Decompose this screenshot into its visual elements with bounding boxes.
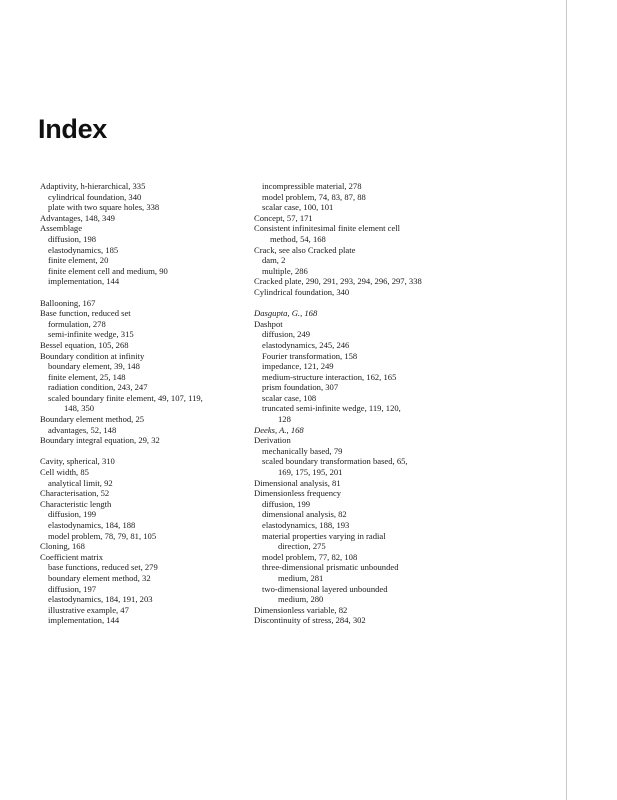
index-entry: Dasgupta, G., 168	[254, 308, 318, 319]
index-subentry: medium, 281	[278, 572, 324, 583]
index-subentry: semi-infinite wedge, 315	[48, 329, 134, 340]
index-subentry: direction, 275	[278, 541, 326, 552]
index-subentry: scaled boundary finite element, 49, 107, 119,	[48, 392, 203, 403]
index-entry: Crack, see also Cracked plate	[254, 244, 356, 255]
index-entry: Dimensional analysis, 81	[254, 477, 341, 488]
index-subentry: implementation, 144	[48, 615, 120, 626]
index-subentry: elastodynamics, 245, 246	[262, 339, 350, 350]
index-subentry: scaled boundary transformation based, 65,	[262, 456, 408, 467]
entry-spacer	[40, 446, 260, 457]
index-subentry: method, 54, 168	[270, 233, 326, 244]
index-subentry: finite element cell and medium, 90	[48, 265, 168, 276]
index-subentry: cylindrical foundation, 340	[48, 191, 142, 202]
index-subentry: boundary element, 39, 148	[48, 361, 140, 372]
index-subentry: dimensional analysis, 82	[262, 509, 347, 520]
index-subentry: two-dimensional layered unbounded	[262, 583, 388, 594]
index-subentry: elastodynamics, 184, 188	[48, 520, 136, 530]
index-subentry: 148, 350	[64, 403, 95, 414]
index-entry: Ballooning, 167	[40, 297, 96, 308]
index-subentry: analytical limit, 92	[48, 477, 113, 488]
page-edge-divider	[566, 0, 567, 800]
index-entry: Base function, reduced set	[40, 308, 131, 319]
index-subentry: model problem, 78, 79, 81, 105	[48, 530, 157, 541]
index-subentry: diffusion, 199	[262, 498, 311, 509]
entry-spacer	[40, 287, 260, 298]
index-entry: Characterisation, 52	[40, 488, 110, 499]
index-subentry: 169, 175, 195, 201	[278, 467, 343, 478]
index-entry: Cavity, spherical, 310	[40, 456, 115, 467]
index-subentry: boundary element method, 32	[48, 572, 151, 583]
index-subentry: diffusion, 199	[48, 509, 97, 520]
index-subentry: plate with two square holes, 338	[48, 202, 160, 213]
index-subentry: dam, 2	[262, 255, 286, 266]
index-subentry: model problem, 77, 82, 108	[262, 551, 358, 562]
index-entry: Boundary integral equation, 29, 32	[40, 435, 160, 446]
index-entry: Dimensionless variable, 82	[254, 604, 348, 615]
index-subentry: truncated semi-infinite wedge, 119, 120,	[262, 403, 401, 414]
index-entry: Discontinuity of stress, 284, 302	[254, 615, 366, 626]
index-subentry: three-dimensional prismatic unbounded	[262, 562, 399, 573]
index-subentry: incompressible material, 278	[262, 181, 362, 191]
index-subentry: scalar case, 108	[262, 392, 317, 403]
index-entry: Adaptivity, h-hierarchical, 335	[40, 181, 146, 191]
index-subentry: material properties varying in radial	[262, 530, 386, 541]
index-subentry: scalar case, 100, 101	[262, 202, 334, 213]
index-subentry: multiple, 286	[262, 265, 308, 276]
index-entry: Derivation	[254, 435, 291, 446]
index-entry: Concept, 57, 171	[254, 212, 313, 223]
index-subentry: elastodynamics, 185	[48, 244, 119, 255]
index-subentry: 128	[278, 414, 291, 425]
index-subentry: elastodynamics, 188, 193	[262, 520, 350, 530]
index-entry: Boundary condition at infinity	[40, 350, 145, 361]
index-entry: Coefficient matrix	[40, 551, 104, 562]
index-subentry: medium, 280	[278, 594, 324, 605]
index-subentry: formulation, 278	[48, 318, 106, 329]
index-subentry: radiation condition, 243, 247	[48, 382, 148, 393]
index-subentry: finite element, 20	[48, 255, 109, 266]
index-entry: Bessel equation, 105, 268	[40, 339, 129, 350]
index-entry: Deeks, A., 168	[254, 424, 304, 435]
index-subentry: model problem, 74, 83, 87, 88	[262, 191, 366, 202]
index-entry: Cloning, 168	[40, 541, 85, 552]
index-entry: Consistent infinitesimal finite element cell	[254, 223, 401, 234]
index-subentry: medium-structure interaction, 162, 165	[262, 371, 397, 382]
index-subentry: finite element, 25, 148	[48, 371, 126, 382]
entry-spacer	[254, 298, 474, 309]
index-subentry: diffusion, 198	[48, 233, 97, 244]
index-subentry: Fourier transformation, 158	[262, 350, 358, 361]
index-subentry: elastodynamics, 184, 191, 203	[48, 594, 153, 605]
page-title: Index	[38, 114, 108, 144]
index-entry: Dashpot	[254, 318, 283, 329]
index-subentry: base functions, reduced set, 279	[48, 562, 158, 573]
index-entry: Boundary element method, 25	[40, 414, 145, 425]
index-subentry: mechanically based, 79	[262, 445, 343, 456]
index-subentry: illustrative example, 47	[48, 604, 129, 615]
index-entry: Cell width, 85	[40, 467, 89, 478]
index-entry: Assemblage	[40, 223, 83, 234]
index-entry: Cracked plate, 290, 291, 293, 294, 296, 297, 338	[254, 276, 422, 287]
index-entry: Characteristic length	[40, 498, 112, 509]
index-entry: Cylindrical foundation, 340	[254, 286, 350, 297]
index-entry: Advantages, 148, 349	[40, 212, 115, 223]
index-subentry: impedance, 121, 249	[262, 361, 334, 372]
index-entry: Dimensionless frequency	[254, 488, 342, 499]
index-subentry: diffusion, 197	[48, 583, 97, 594]
index-subentry: implementation, 144	[48, 276, 120, 287]
index-subentry: prism foundation, 307	[262, 382, 339, 393]
index-column-left	[40, 181, 260, 626]
index-column-right	[254, 181, 474, 626]
index-subentry: advantages, 52, 148	[48, 424, 117, 435]
index-subentry: diffusion, 249	[262, 329, 311, 340]
